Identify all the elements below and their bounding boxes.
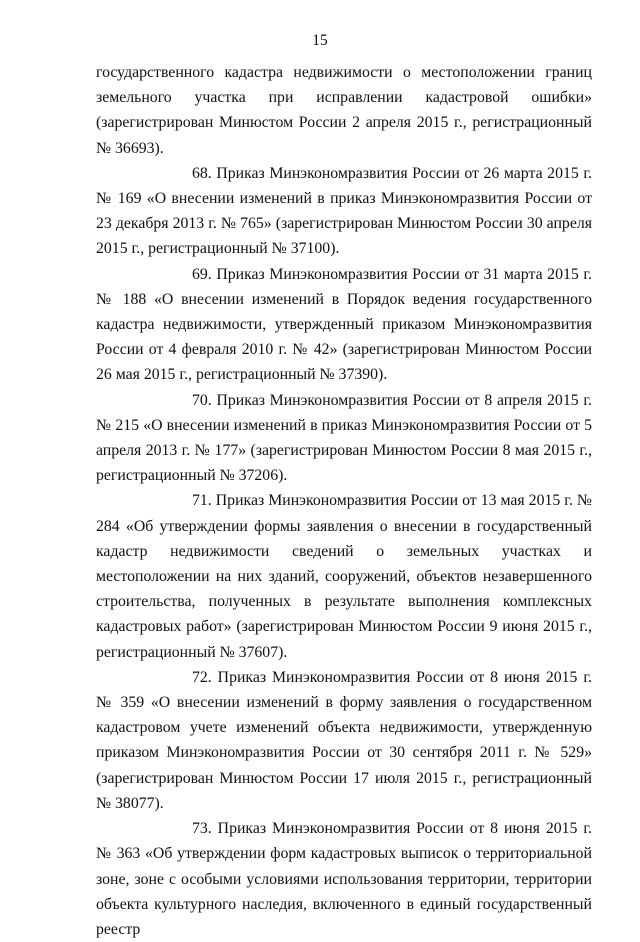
item-number: 73. (192, 820, 212, 838)
item-text: Приказ Минэкономразвития России от 8 июня 2015 г. № 363 «Об утверждении форм кадастровых выписок о территориальной зоне, зоне с особыми условиями использования территории, территории объекта культурного наследия, включенного в единый государственный реестр (96, 820, 592, 938)
item-text: Приказ Минэкономразвития России от 8 июня 2015 г. № 359 «О внесении изменений в форму заявления о государственном кадастровом учете изменений объекта недвижимости, утвержденную приказом Минэкономразвития России от 30 сентября 2011 г. № 529» (зарегистрирован Минюстом России 17 июля 2015 г., регистрационный № 38077). (96, 668, 592, 812)
page-number: 15 (312, 32, 328, 49)
list-item-73 (96, 816, 592, 942)
item-text: Приказ Минэкономразвития России от 31 марта 2015 г. № 188 «О внесении изменений в Порядок ведения государственного кадастра недвижимости, утвержденный приказом Минэкономразвития России от 4 февраля 2010 г. № 42» (зарегистрирован Минюстом России 26 мая 2015 г., регистрационный № 37390). (96, 265, 592, 384)
list-item-71 (96, 488, 592, 664)
list-item-72 (96, 665, 592, 816)
item-number: 68. (192, 164, 212, 182)
list-item-68 (96, 161, 592, 262)
item-number: 72. (192, 668, 212, 686)
document-body (96, 60, 592, 942)
item-number: 70. (192, 391, 212, 409)
item-text: Приказ Минэкономразвития России от 26 марта 2015 г. № 169 «О внесении изменений в приказ Минэкономразвития России от 23 декабря 2013 г. № 765» (зарегистрирован Минюстом России 30 апреля 2015 г., регистрационный № 37100). (96, 164, 592, 258)
continuation-paragraph: государственного кадастра недвижимости о местоположении границ земельного участка при исправлении кадастровой ошибки» (зарегистрирован Минюстом России 2 апреля 2015 г., регистрационный № 36693). (96, 64, 592, 157)
item-text: Приказ Минэкономразвития России от 8 апреля 2015 г. № 215 «О внесении изменений в приказ Минэкономразвития России от 5 апреля 2013 г. № 177» (зарегистрирован Минюстом России 8 мая 2015 г., регистрационный № 37206). (96, 391, 593, 485)
list-item-69 (96, 262, 592, 388)
item-number: 69. (192, 265, 212, 283)
list-item-70 (96, 388, 592, 489)
item-text: Приказ Минэкономразвития России от 13 мая 2015 г. № 284 «Об утверждении формы заявления о внесении в государственный кадастр недвижимости сведений о земельных участках и местоположении на них зданий, сооружений, объектов незавершенного строительства, полученных в результате выполнения комплексных кадастровых работ» (зарегистрирован Минюстом России 9 июня 2015 г., регистрационный № 37607). (96, 492, 592, 661)
item-number: 71. (192, 492, 212, 510)
